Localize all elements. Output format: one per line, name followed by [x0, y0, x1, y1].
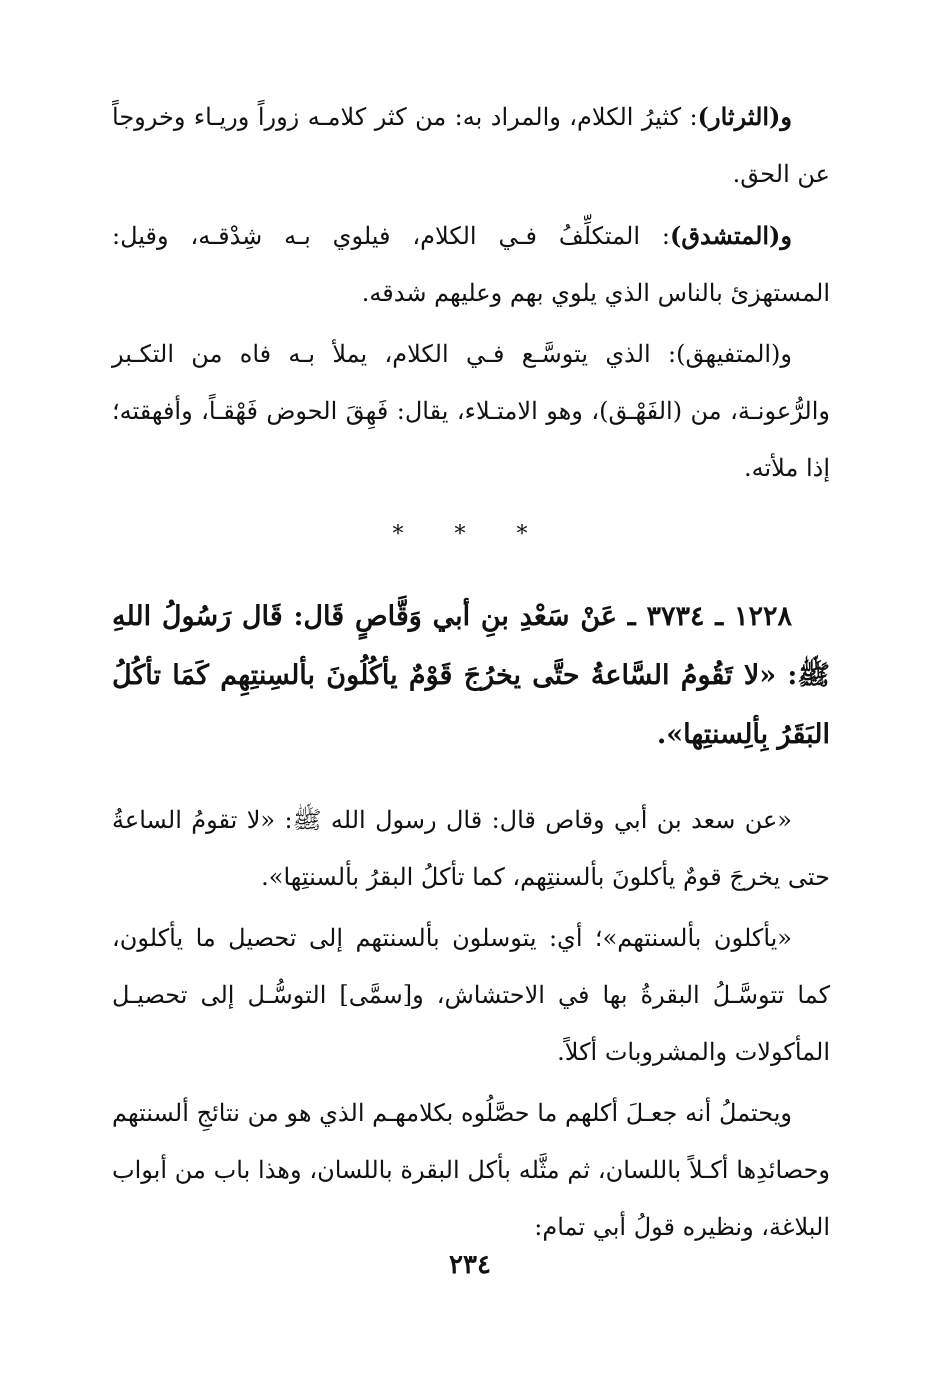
commentary-paragraph: ويحتملُ أنه جعـلَ أكلهم ما حصَّلُوه بكلامهـم الذي هو من نتائجِ ألسنتهم وحصائدِها أكـلاً باللسان، ثم مثَّله بأكل البقرة باللسان، وهذا باب من أبواب البلاغة، ونظيره قولُ أبي تمام: [112, 1099, 830, 1241]
hadith-text [112, 587, 830, 764]
page-body [112, 88, 830, 1256]
commentary-paragraph: «يأكلون بألسنتهم»؛ أي: يتوسلون بألسنتهم إلى تحصيل ما يأكلون، كما تتوسَّـلُ البقرةُ بها في الاحتشاش، و[سمَّى] التوسُّـل إلى تحصيـل المأكولات والمشروبات أكلاً. [112, 924, 830, 1066]
definition-paragraph [112, 88, 830, 203]
definition-paragraph [112, 207, 830, 322]
page-number: ٢٣٤ [449, 1250, 491, 1280]
commentary-paragraph: «عن سعد بن أبي وقاص قال: قال رسول الله ﷺ: «لا تقومُ الساعةُ حتى يخرجَ قومٌ يأكلونَ بألسنتِهم، كما تأكلُ البقرُ بألسنتِها». [112, 806, 830, 891]
definition-term: و(المتشدق) [669, 221, 792, 250]
hadith-body: عَنْ سَعْدِ بنِ أبي وَقَّاصٍ قَال: قَال رَسُولُ اللهِ ﷺ: «لا تَقُومُ السَّاعةُ حتَّى يخرُجَ قَوْمٌ يأكُلُونَ بألسِنتِهِم كَمَا تأكُلُ البَقَرُ بِألِسنتِها». [112, 601, 830, 750]
section-separator: * * * [392, 522, 550, 547]
definition-paragraph [112, 326, 830, 497]
definition-text: : الذي يتوسَّـع فـي الكلام، يملأ بـه فاه من التكـبر والرُّعونـة، من (الفَهْـق)، وهو الامتـلاء، يقال: فَهِقَ الحوض فَهْقـاً، وأفهقته؛ إذا ملأته. [112, 340, 830, 482]
definition-term: و(المتفيهق) [676, 340, 792, 368]
definition-term: و(الثرثار) [697, 102, 792, 131]
hadith-number: ١٢٢٨ ـ ٣٧٣٤ ـ [627, 601, 793, 632]
definition-text: : كثيرُ الكلام، والمراد به: من كثر كلامـه زوراً وريـاء وخروجاً عن الحق. [112, 103, 830, 188]
definition-text: : المتكلِّفُ فـي الكلام، فيلوي بـه شِدْقـه، وقيل: المستهزئ بالناس الذي يلوي بهم وعليهم شدقه. [112, 222, 830, 307]
